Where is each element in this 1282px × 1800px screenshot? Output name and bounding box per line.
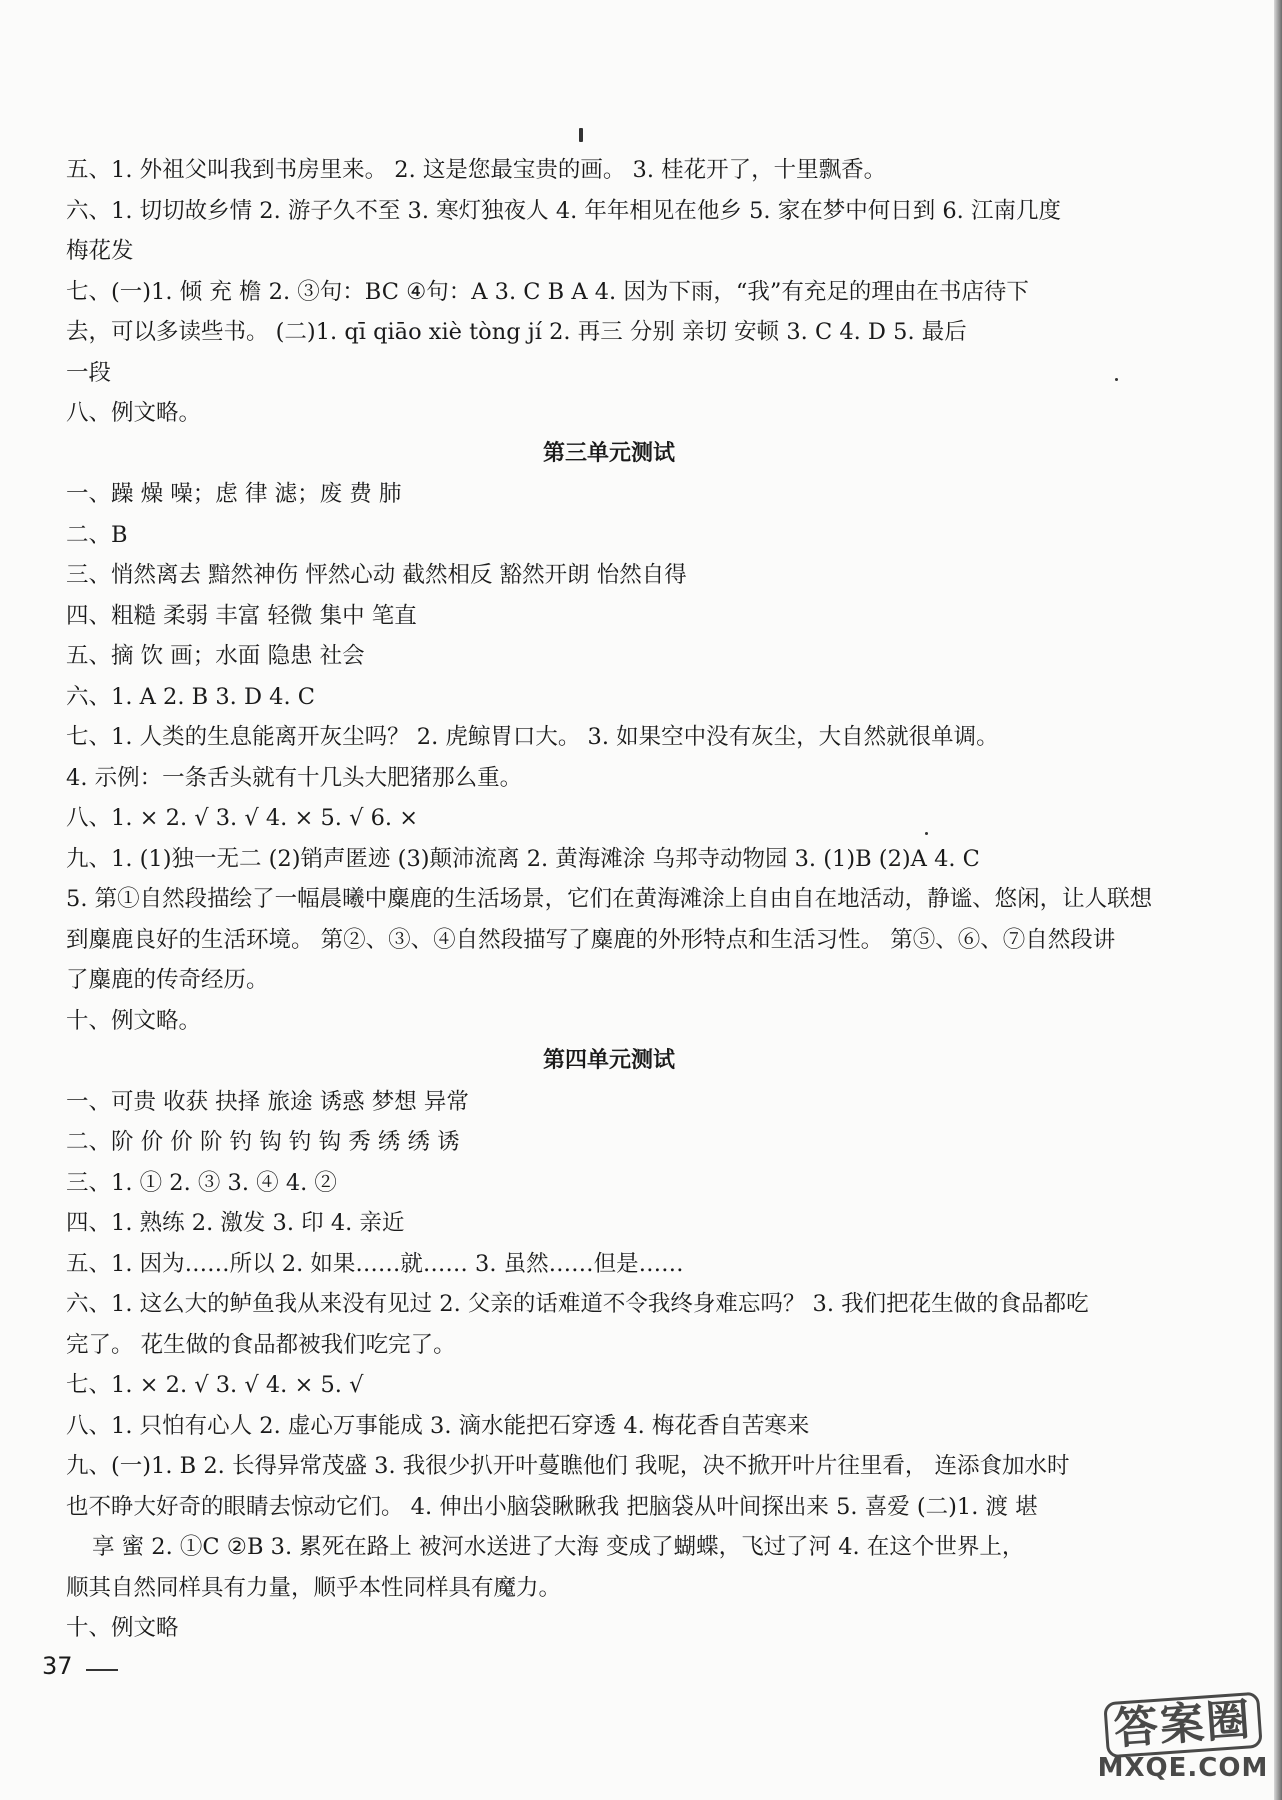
scan-speck: [579, 128, 583, 142]
answer-line: 十、例文略。: [66, 1007, 202, 1034]
book-spine-shadow: [1274, 0, 1282, 1800]
answer-line: 一段: [66, 359, 112, 386]
answer-line: 顺其自然同样具有力量，顺乎本性同样具有魔力。: [66, 1574, 562, 1601]
answer-line: 五、摘 饮 画；水面 隐患 社会: [66, 643, 365, 669]
watermark-logo: 答案圈: [1103, 1692, 1263, 1759]
answer-line: 三、悄然离去 黯然神伤 怦然心动 截然相反 豁然开朗 怡然自得: [66, 562, 687, 588]
unit-3-title: 第三单元测试: [542, 440, 675, 466]
watermark-site: MXQE.COM: [1097, 1753, 1269, 1783]
answer-line: 六、1. A 2. B 3. D 4. C: [66, 683, 315, 710]
answer-line: 十、例文略: [66, 1615, 179, 1641]
answer-line: 七、1. × 2. √ 3. √ 4. × 5. √: [66, 1372, 364, 1398]
answer-line: 五、1. 因为……所以 2. 如果……就…… 3. 虽然……但是……: [66, 1250, 684, 1277]
answer-line: 八、例文略。: [66, 400, 202, 426]
answer-line: 八、1. × 2. √ 3. √ 4. × 5. √ 6. ×: [66, 805, 419, 831]
answer-line: 七、1. 人类的生息能离开灰尘吗？ 2. 虎鲸胃口大。 3. 如果空中没有灰尘，大自然就很单调。: [66, 724, 999, 750]
unit-4-title: 第四单元测试: [542, 1048, 675, 1073]
answer-line: 六、1. 这么大的鲈鱼我从来没有见过 2. 父亲的话难道不令我终身难忘吗？ 3. 我们把花生做的食品都吃: [66, 1291, 1089, 1317]
answer-line: 一、躁 燥 噪；虑 律 滤；废 费 肺: [66, 481, 402, 507]
answer-line: 4. 示例：一条舌头就有十几头大肥猪那么重。: [66, 764, 523, 791]
page-number-rule: [86, 1669, 118, 1671]
answer-line: 二、B: [66, 521, 128, 548]
answer-line: 七、(一)1. 倾 充 檐 2. ③句：BC ④句：A 3. C B A 4. 因为下雨，“我”有充足的理由在书店待下: [66, 278, 1029, 305]
answer-line: 九、1. (1)独一无二 (2)销声匿迹 (3)颠沛流离 2. 黄海滩涂 乌邦寺动物园 3. (1)B (2)A 4. C: [66, 845, 980, 872]
watermark-stamp: [1098, 1690, 1268, 1790]
answer-line: 二、阶 价 价 阶 钓 钩 钓 钩 秀 绣 绣 诱: [66, 1129, 460, 1155]
answer-line: 去，可以多读些书。 (二)1. qī qiāo xiè tòng jí 2. 再三 分别 亲切 安顿 3. C 4. D 5. 最后: [66, 319, 967, 345]
answer-line: 四、粗糙 柔弱 丰富 轻微 集中 笔直: [66, 602, 417, 629]
answer-line: 5. 第①自然段描绘了一幅晨曦中麋鹿的生活场景，它们在黄海滩涂上自由自在地活动，静谧、悠闲，让人联想: [66, 886, 1152, 912]
answer-line: 一、可贵 收获 抉择 旅途 诱惑 梦想 异常: [66, 1088, 469, 1115]
answer-content: [66, 150, 1152, 1649]
answer-line: 梅花发: [66, 238, 134, 264]
page-number: 37: [42, 1652, 73, 1680]
answer-line: 八、1. 只怕有心人 2. 虚心万事能成 3. 滴水能把石穿透 4. 梅花香自苦寒来: [66, 1412, 810, 1439]
answer-line: 享 蜜 2. ①C ②B 3. 累死在路上 被河水送进了大海 变成了蝴蝶，飞过了河 4. 在这个世界上，: [92, 1534, 1025, 1560]
answer-line: 九、(一)1. B 2. 长得异常茂盛 3. 我很少扒开叶蔓瞧他们 我呢，决不掀开叶片往里看， 连添食加水时: [66, 1453, 1070, 1479]
answer-line: 完了。 花生做的食品都被我们吃完了。: [66, 1331, 456, 1358]
answer-line: 了麋鹿的传奇经历。: [66, 967, 269, 993]
answer-line: 五、1. 外祖父叫我到书房里来。 2. 这是您最宝贵的画。 3. 桂花开了，十里飘香。: [66, 157, 887, 183]
answer-line: 三、1. ① 2. ③ 3. ④ 4. ②: [66, 1169, 337, 1196]
answer-line: 六、1. 切切故乡情 2. 游子久不至 3. 寒灯独夜人 4. 年年相见在他乡 5. 家在梦中何日到 6. 江南几度: [66, 197, 1061, 224]
answer-line: 到麋鹿良好的生活环境。 第②、③、④自然段描写了麋鹿的外形特点和生活习性。 第⑤、⑥、⑦自然段讲: [66, 926, 1116, 953]
answer-line: 四、1. 熟练 2. 激发 3. 印 4. 亲近: [66, 1210, 405, 1236]
answer-line: 也不睁大好奇的眼睛去惊动它们。 4. 伸出小脑袋瞅瞅我 把脑袋从叶间探出来 5. 喜爱 (二)1. 渡 堪: [66, 1493, 1038, 1520]
